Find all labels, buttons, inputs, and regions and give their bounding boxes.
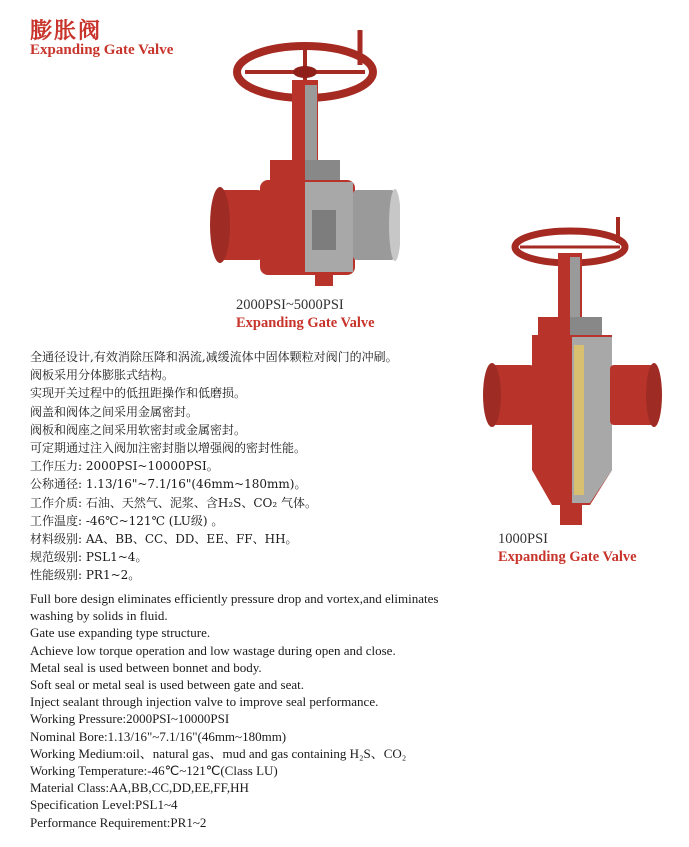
chinese-description: [30, 348, 398, 585]
page-title-cn: 膨胀阀: [30, 19, 103, 44]
cn-line: 工作压力: 2000PSI~10000PSI。: [30, 459, 219, 474]
en-line: Working Medium:oil、natural gas、mud and gas containing H₂S、CO₂: [30, 745, 407, 761]
en-line: Achieve low torque operation and low wastage during open and close.: [30, 642, 396, 658]
expanding-gate-valve-large-image: [200, 10, 400, 295]
cn-line: 规范级别: PSL1~4。: [30, 550, 148, 565]
en-line: washing by solids in fluid.: [30, 608, 168, 624]
cn-line: 材料级别: AA、BB、CC、DD、EE、FF、HH。: [30, 532, 298, 547]
en-line: Material Class:AA,BB,CC,DD,EE,FF,HH: [30, 780, 249, 796]
en-line: Nominal Bore:1.13/16"~7.1/16"(46mm~180mm): [30, 728, 287, 744]
cn-line: 可定期通过注入阀加注密封脂以增强阀的密封性能。: [30, 441, 307, 456]
product1-name: Expanding Gate Valve: [236, 315, 375, 331]
cn-line: 阀盖和阀体之间采用金属密封。: [30, 404, 199, 419]
en-line: Performance Requirement:PR1~2: [30, 814, 207, 830]
en-line: Gate use expanding type structure.: [30, 625, 211, 641]
en-line: Full bore design eliminates efficiently pressure drop and vortex,and eliminates: [30, 591, 439, 606]
english-description: [30, 590, 650, 831]
en-line: Soft seal or metal seal is used between gate and seat.: [30, 677, 304, 693]
cn-line: 全通径设计,有效消除压降和涡流,减缓流体中固体颗粒对阀门的冲刷。: [30, 350, 398, 364]
product2-model: 1000PSI: [498, 531, 548, 547]
en-line: Metal seal is used between bonnet and body.: [30, 659, 262, 675]
en-line: Working Temperature:-46℃~121℃(Class LU): [30, 763, 278, 779]
expanding-gate-valve-small-image: [470, 205, 670, 530]
product1-model: 2000PSI~5000PSI: [236, 297, 344, 313]
cn-line: 实现开关过程中的低扭距操作和低磨损。: [30, 386, 247, 401]
cn-line: 工作温度: -46℃~121℃ (LU级) 。: [30, 513, 224, 528]
product2-name: Expanding Gate Valve: [498, 549, 637, 565]
cn-line: 性能级别: PR1~2。: [30, 568, 141, 583]
product1-caption: [236, 296, 375, 332]
cn-line: 工作介质: 石油、天然气、泥浆、含H₂S、CO₂ 气体。: [30, 495, 317, 510]
cn-line: 阀板采用分体膨胀式结构。: [30, 368, 175, 383]
en-line: Inject sealant through injection valve to improve seal performance.: [30, 694, 379, 710]
product2-caption: [498, 530, 637, 566]
cn-line: 公称通径: 1.13/16"~7.1/16"(46mm~180mm)。: [30, 477, 307, 492]
cn-line: 阀板和阀座之间采用软密封或金属密封。: [30, 422, 247, 437]
en-line: Specification Level:PSL1~4: [30, 797, 178, 813]
en-line: Working Pressure:2000PSI~10000PSI: [30, 711, 230, 727]
page-title-en: Expanding Gate Valve: [30, 42, 174, 58]
